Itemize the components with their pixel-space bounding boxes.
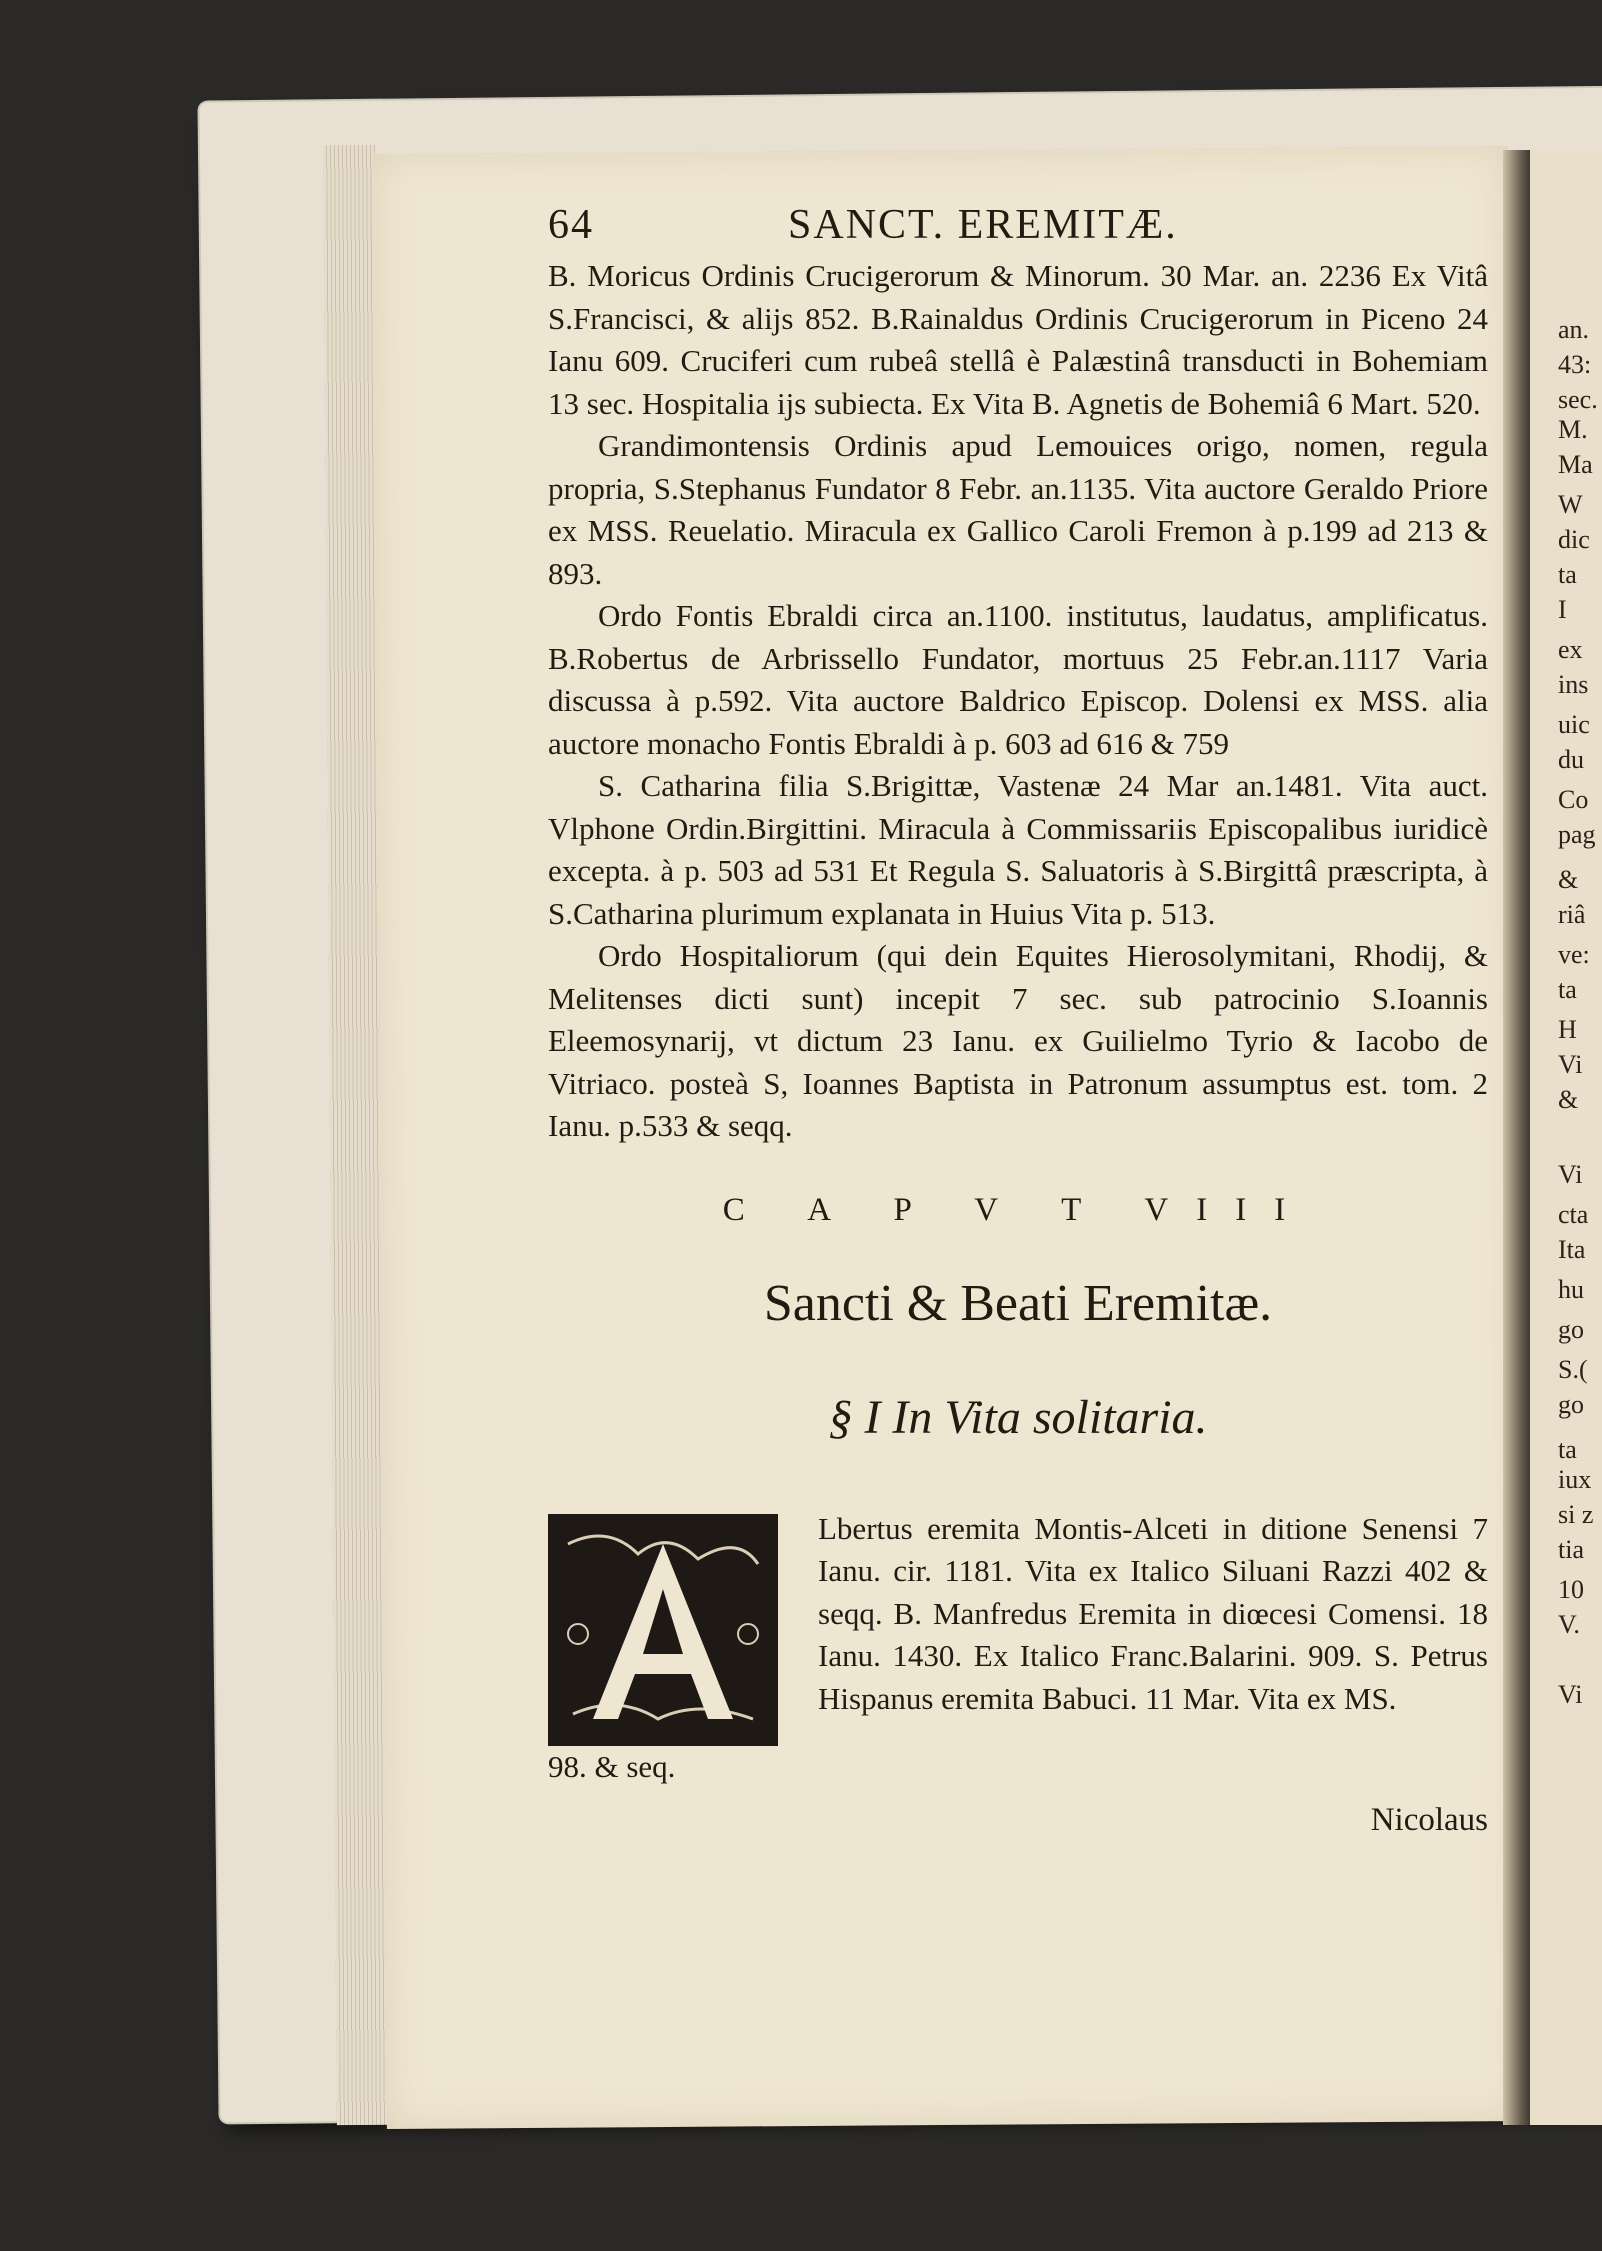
facing-page-fragment: H xyxy=(1558,1015,1577,1044)
initial-block xyxy=(548,1508,1488,1746)
facing-page-fragment: hu xyxy=(1558,1275,1584,1304)
decorated-initial-icon xyxy=(548,1514,778,1746)
facing-page-fragment: ex xyxy=(1558,635,1583,664)
initial-paragraph: Lbertus eremita Montis-Alceti in ditione Senensi 7 Ianu. cir. 1181. Vita ex Italico Siluani Razzi 402 & seqq. B. Manfredus Eremita in diœcesi Comensi. 18 Ianu. 1430. Ex Italico Franc.Balarini. 909. S. Petrus Hispanus eremita Babuci. 11 Mar. Vita ex MS. xyxy=(818,1510,1488,1716)
facing-page-fragment: ta xyxy=(1558,975,1577,1004)
page-number: 64 xyxy=(548,202,594,248)
facing-page-fragment: Vi xyxy=(1558,1680,1583,1709)
subsection-title: § I In Vita solitaria. xyxy=(828,1390,1208,1444)
facing-page-fragment: tia xyxy=(1558,1535,1584,1564)
running-title: SANCT. EREMITÆ. xyxy=(788,202,1178,248)
facing-page-fragment: cta xyxy=(1558,1200,1589,1229)
facing-page-fragment: & xyxy=(1558,1085,1579,1114)
facing-page-fragment: W xyxy=(1558,490,1583,519)
facing-page-fragment: Ita xyxy=(1558,1235,1586,1264)
facing-page-fragment: ins xyxy=(1558,670,1589,699)
facing-page-fragment: 43: xyxy=(1558,350,1592,379)
facing-page-fragment: go xyxy=(1558,1390,1584,1419)
facing-page-fragment: ve: xyxy=(1558,940,1590,969)
chapter-heading: C A P V T VIII xyxy=(722,1191,1314,1228)
facing-page-fragment: Vi xyxy=(1558,1050,1583,1079)
facing-page-fragment: si z xyxy=(1558,1500,1594,1529)
facing-page-fragment: sec. xyxy=(1558,385,1598,414)
facing-page-fragment: riâ xyxy=(1558,900,1586,929)
facing-page-fragment: pag xyxy=(1558,820,1596,849)
facing-page-fragment: dic xyxy=(1558,525,1590,554)
catchword: Nicolaus xyxy=(1370,1802,1488,1838)
page-header xyxy=(548,195,1488,249)
facing-page-fragment: & xyxy=(1558,865,1579,894)
facing-page-fragment: Ma xyxy=(1558,450,1593,479)
paragraph: B. Moricus Ordinis Crucigerorum & Minorum. 30 Mar. an. 2236 Ex Vitâ S.Francisci, & alijs 852. B.Rainaldus Ordinis Crucigerorum in Piceno 24 Ianu 609. Cruciferi cum rubeâ stellâ è Palæstinâ transducti in Bohemiam 13 sec. Hospitalia ijs subiecta. Ex Vita B. Agnetis de Bohemiâ 6 Mart. 520. xyxy=(548,258,1488,421)
facing-page-fragment: S.( xyxy=(1558,1355,1588,1384)
paragraph-tail: 98. & seq. xyxy=(548,1748,676,1784)
facing-page-fragment: Co xyxy=(1558,785,1589,814)
facing-page-fragment: 10 xyxy=(1558,1575,1584,1604)
facing-page xyxy=(1530,150,1602,2125)
facing-page-fragment: ta xyxy=(1558,1435,1577,1464)
facing-page-fragment: Vi xyxy=(1558,1160,1583,1189)
section-title: Sancti & Beati Eremitæ. xyxy=(763,1274,1273,1332)
paragraph: Ordo Fontis Ebraldi circa an.1100. institutus, laudatus, amplificatus. B.Robertus de Arbrissello Fundator, mortuus 25 Febr.an.1117 Varia discussa à p.592. Vita auctore Baldrico Episcop. Dolensi ex MSS. alia auctore monacho Fontis Ebraldi à p. 603 ad 616 & 759 xyxy=(548,598,1488,761)
facing-page-fragment: an. xyxy=(1558,315,1590,344)
facing-page-fragment: ta xyxy=(1558,560,1577,589)
facing-page-fragment: du xyxy=(1558,745,1584,774)
facing-page-fragment: M. xyxy=(1558,415,1588,444)
paragraph: Grandimontensis Ordinis apud Lemouices origo, nomen, regula propria, S.Stephanus Fundator 8 Febr. an.1135. Vita auctore Geraldo Priore ex MSS. Reuelatio. Miracula ex Gallico Caroli Fremon à p.199 ad 213 & 893. xyxy=(548,428,1488,591)
facing-page-fragment: V. xyxy=(1558,1610,1580,1639)
paragraph: Ordo Hospitaliorum (qui dein Equites Hierosolymitani, Rhodij, & Melitenses dicti sunt) incepit 7 sec. sub patrocinio S.Ioannis Eleemosynarij, vt dictum 23 Ianu. ex Guilielmo Tyrio & Iacobo de Vitriaco. posteà S, Ioannes Baptista in Patronum assumptus est. tom. 2 Ianu. p.533 & seqq. xyxy=(548,938,1488,1143)
gutter-shadow xyxy=(1503,150,1531,2125)
facing-page-fragment: I xyxy=(1558,595,1567,624)
page-text xyxy=(548,195,1488,1839)
facing-page-fragment: go xyxy=(1558,1315,1584,1344)
facing-page-fragment: iux xyxy=(1558,1465,1592,1494)
facing-page-fragment: uic xyxy=(1558,710,1590,739)
paragraph: S. Catharina filia S.Brigittæ, Vastenæ 24 Mar an.1481. Vita auct. Vlphone Ordin.Birgittini. Miracula à Commissariis Episcopalibus iuridicè excepta. à p. 503 ad 531 Et Regula S. Saluatoris à S.Birgittâ præscripta, à S.Catharina plurimum explanata in Huius Vita p. 513. xyxy=(548,768,1488,931)
